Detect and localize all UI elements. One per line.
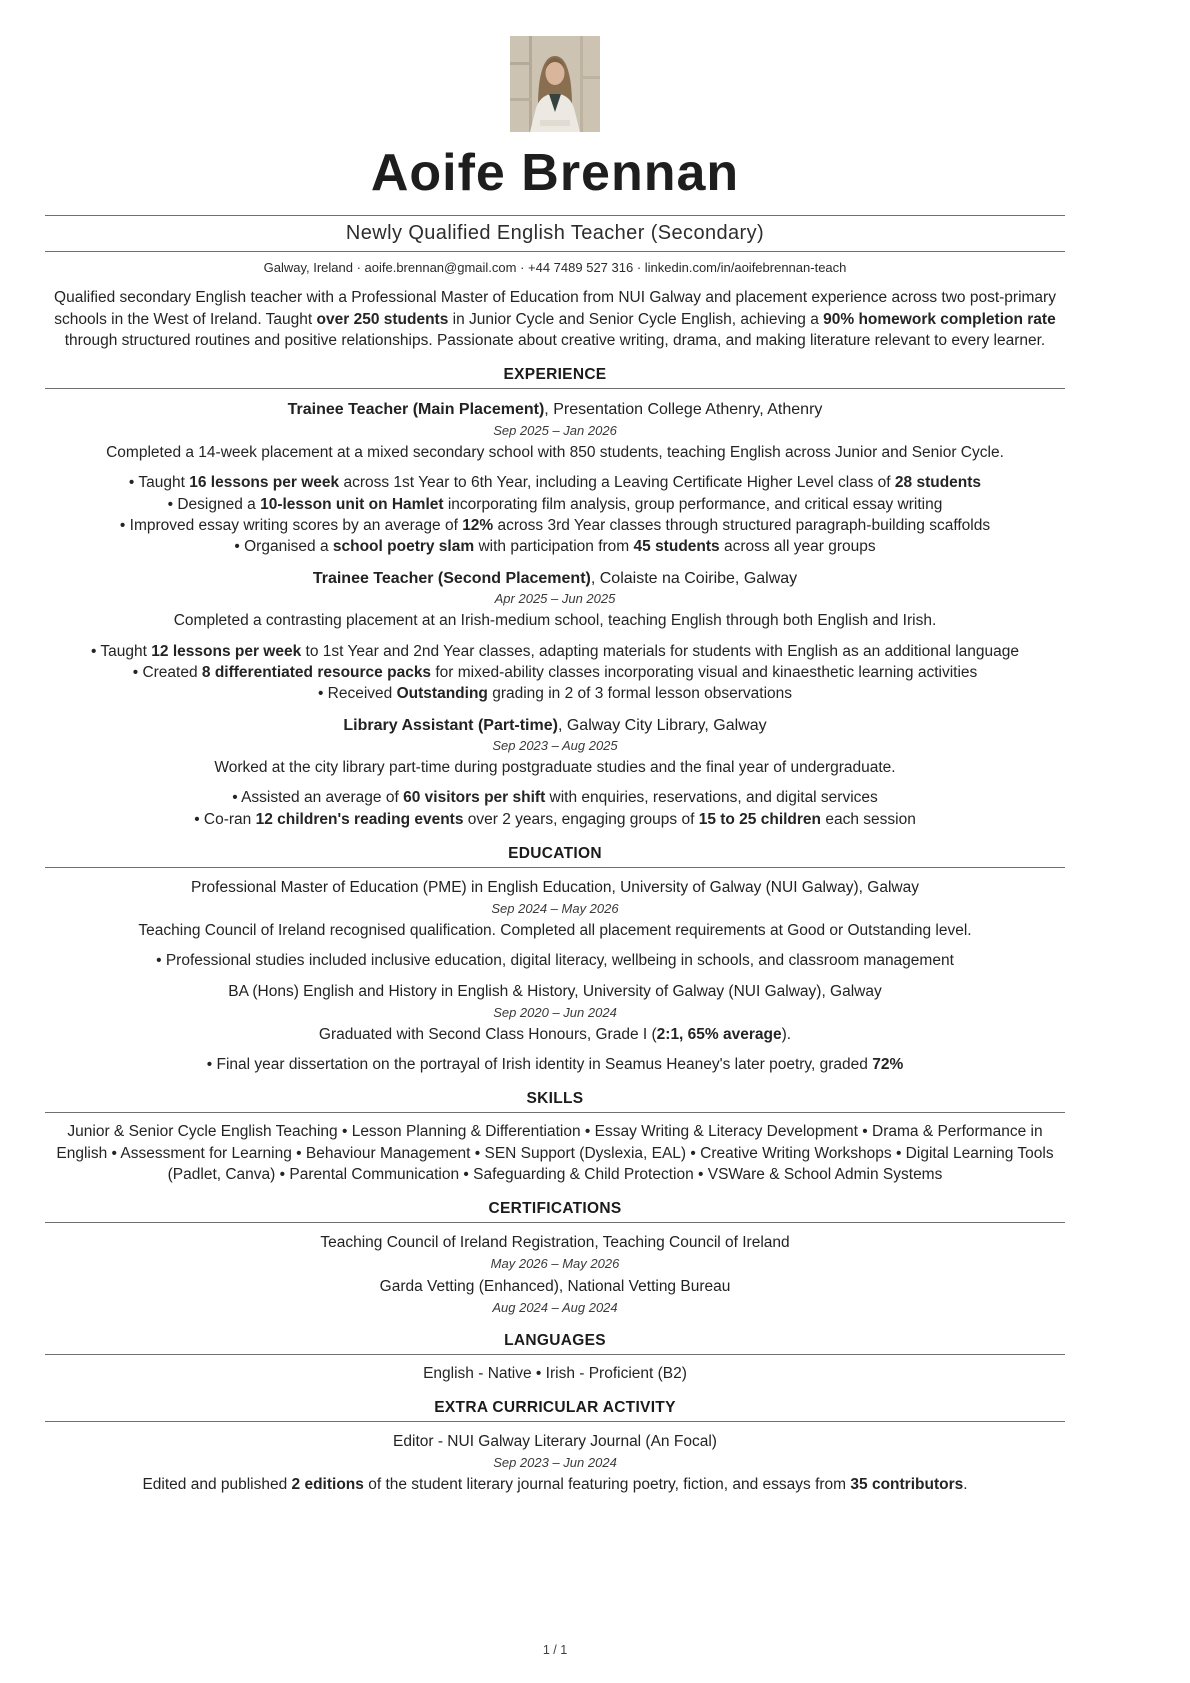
- divider: [45, 1222, 1065, 1223]
- section-heading-certifications: CERTIFICATIONS: [488, 1200, 622, 1218]
- person-name: Aoife Brennan: [370, 144, 740, 202]
- skills-text: Junior & Senior Cycle English Teaching • Lesson Planning & Differentiation • Essay Writing & Literacy Development • Drama & Performance in English • Assessment for Learning • Behaviour Management • SEN Support (Dyslexia, EAL) • Creative Writing Workshops • Digital Learning Tools (Padlet, Canva) • Parental Communication • Safeguarding & Child Protection • VSWare & School Admin Systems: [56, 1123, 1054, 1184]
- divider: [45, 251, 1065, 252]
- languages-text: English - Native • Irish - Proficient (B2): [423, 1365, 687, 1383]
- bullet-item: • Designed a 10-lesson unit on Hamlet incorporating film analysis, group performance, and critical essay writing: [167, 495, 943, 513]
- education-bullets: [45, 950, 1065, 971]
- contact-line: Galway, Ireland · aoife.brennan@gmail.com · +44 7489 527 316 · linkedin.com/in/aoifebrennan-teach: [263, 260, 847, 276]
- job-dates: Sep 2023 – Aug 2025: [492, 738, 618, 754]
- extra-curricular-section: [45, 1399, 1065, 1495]
- education-dates: Sep 2024 – May 2026: [491, 901, 619, 917]
- bullet-item: • Assisted an average of 60 visitors per shift with enquiries, reservations, and digital services: [232, 789, 878, 807]
- bullet-item: • Professional studies included inclusive education, digital literacy, wellbeing in schools, and classroom management: [156, 952, 954, 970]
- extra-dates: Sep 2023 – Jun 2024: [493, 1455, 617, 1471]
- role-subtitle: Newly Qualified English Teacher (Secondary): [345, 222, 765, 245]
- education-entry: [45, 982, 1065, 1076]
- section-heading-skills: SKILLS: [526, 1090, 584, 1108]
- languages-section: [45, 1332, 1065, 1384]
- bullet-item: • Improved essay writing scores by an average of 12% across 3rd Year classes through structured paragraph-building scaffolds: [119, 516, 991, 534]
- job-bullets: [45, 472, 1065, 558]
- divider: [45, 388, 1065, 389]
- bullet-item: • Co-ran 12 children's reading events over 2 years, engaging groups of 15 to 25 children each session: [194, 810, 916, 828]
- certification-entry: [45, 1277, 1065, 1317]
- certifications-section: [45, 1200, 1065, 1317]
- certification-dates: Aug 2024 – Aug 2024: [492, 1300, 618, 1316]
- bullet-item: • Received Outstanding grading in 2 of 3 formal lesson observations: [317, 685, 793, 703]
- job-description: Completed a 14-week placement at a mixed secondary school with 850 students, teaching English across Junior and Senior Cycle.: [106, 443, 1004, 461]
- section-heading-experience: EXPERIENCE: [503, 366, 607, 384]
- job-dates: Sep 2025 – Jan 2026: [493, 422, 617, 438]
- portrait-photo: [510, 36, 600, 132]
- job-bullets: [45, 641, 1065, 705]
- bullet-item: • Final year dissertation on the portrayal of Irish identity in Seamus Heaney's later poetry, graded 72%: [206, 1055, 904, 1073]
- education-description: Graduated with Second Class Honours, Grade I (2:1, 65% average).: [318, 1025, 792, 1043]
- bullet-item: • Taught 12 lessons per week to 1st Year and 2nd Year classes, adapting materials for students with English as an additional language: [90, 642, 1020, 660]
- certification-entry: [45, 1233, 1065, 1273]
- divider: [45, 1112, 1065, 1113]
- divider: [45, 1421, 1065, 1422]
- certification-title: Garda Vetting (Enhanced), National Vetting Bureau: [379, 1278, 731, 1296]
- job-dates: Apr 2025 – Jun 2025: [494, 591, 616, 607]
- bullet-item: • Taught 16 lessons per week across 1st Year to 6th Year, including a Leaving Certificate Higher Level class of 28 students: [128, 474, 982, 492]
- section-heading-extra-curricular: EXTRA CURRICULAR ACTIVITY: [434, 1399, 676, 1417]
- education-description: Teaching Council of Ireland recognised qualification. Completed all placement requirements at Good or Outstanding level.: [138, 922, 972, 940]
- bullet-item: • Created 8 differentiated resource packs for mixed-ability classes incorporating visual and kinaesthetic learning activities: [132, 663, 978, 681]
- job-bullets: [45, 787, 1065, 830]
- job-description: Worked at the city library part-time during postgraduate studies and the final year of undergraduate.: [214, 759, 896, 777]
- section-heading-languages: LANGUAGES: [504, 1332, 606, 1350]
- certification-title: Teaching Council of Ireland Registration, Teaching Council of Ireland: [320, 1234, 790, 1252]
- experience-section: [45, 366, 1065, 830]
- bullet-item: • Organised a school poetry slam with participation from 45 students across all year groups: [234, 538, 876, 556]
- section-heading-education: EDUCATION: [508, 845, 602, 863]
- job-description: Completed a contrasting placement at an Irish-medium school, teaching English through both English and Irish.: [173, 612, 937, 630]
- education-entry: [45, 878, 1065, 972]
- education-bullets: [45, 1054, 1065, 1075]
- job-title-line: Library Assistant (Part-time), Galway City Library, Galway: [343, 716, 767, 734]
- job-title-line: Trainee Teacher (Second Placement), Colaiste na Coiribe, Galway: [312, 569, 798, 587]
- professional-summary: Qualified secondary English teacher with a Professional Master of Education from NUI Galway and placement experience across two post-primary schools in the West of Ireland. Taught over 250 students in Junior Cycle and Senior Cycle English, achieving a 90% homework completion rate through structured routines and positive relationships. Passionate about creative writing, drama, and making literature relevant to every learner.: [54, 289, 1056, 349]
- extra-description: Edited and published 2 editions of the student literary journal featuring poetry, fiction, and essays from 35 contributors.: [142, 1476, 968, 1494]
- education-title-line: BA (Hons) English and History in English & History, University of Galway (NUI Galway), Galway: [228, 982, 882, 1000]
- education-title-line: Professional Master of Education (PME) in English Education, University of Galway (NUI Galway), Galway: [191, 879, 919, 897]
- page-number: 1 / 1: [542, 1643, 568, 1657]
- extra-curricular-entry: [45, 1432, 1065, 1495]
- divider: [45, 215, 1065, 216]
- divider: [45, 867, 1065, 868]
- resume-page: [45, 0, 1065, 1683]
- job-entry: [45, 399, 1065, 557]
- job-title-line: Trainee Teacher (Main Placement), Presentation College Athenry, Athenry: [287, 401, 823, 419]
- education-section: [45, 845, 1065, 1075]
- job-entry: [45, 568, 1065, 705]
- certification-dates: May 2026 – May 2026: [490, 1256, 620, 1272]
- divider: [45, 1354, 1065, 1355]
- job-entry: [45, 715, 1065, 831]
- education-dates: Sep 2020 – Jun 2024: [493, 1004, 617, 1020]
- extra-title-line: Editor - NUI Galway Literary Journal (An Focal): [393, 1433, 717, 1451]
- photo-container: [45, 36, 1065, 137]
- skills-section: [45, 1090, 1065, 1185]
